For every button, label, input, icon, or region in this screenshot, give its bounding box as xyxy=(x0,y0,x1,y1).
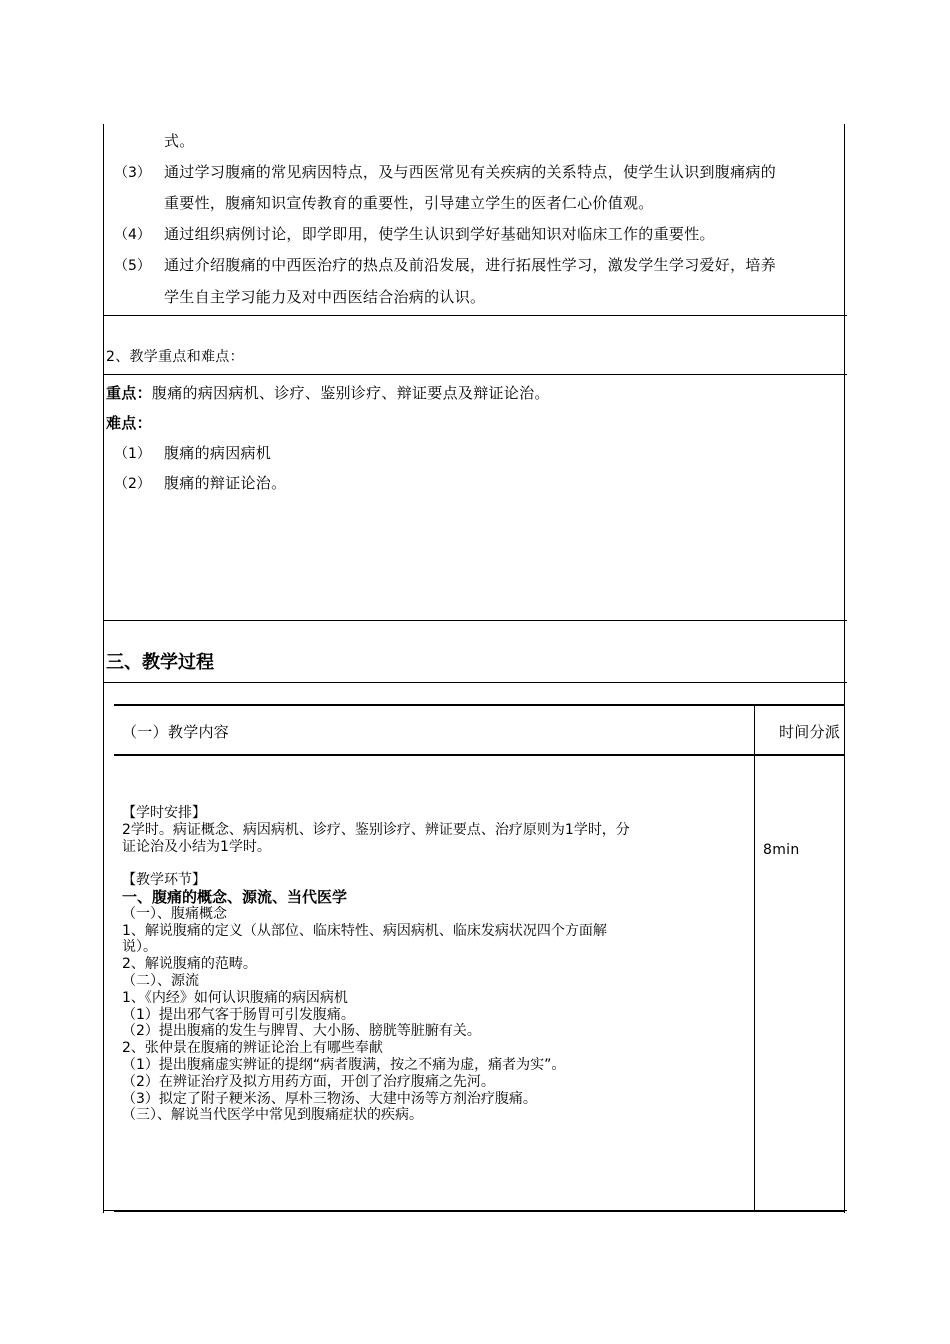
content-line: （1）提出腹痛虚实辨证的提纲“病者腹满，按之不痛为虚，痛者为实”。 xyxy=(122,1057,566,1073)
content-line: 2、张仲景在腹痛的辨证论治上有哪些奉献 xyxy=(122,1040,383,1057)
zhongdian-label: 重点： xyxy=(106,384,152,402)
content-line: （二）、源流 xyxy=(122,973,199,989)
time-value: 8min xyxy=(763,842,800,858)
difficulty-1-text: 腹痛的病因病机 xyxy=(164,444,272,462)
content-line: 1、解说腹痛的定义（从部位、临床特性、病因病机、临床发病状况四个方面解 xyxy=(122,922,607,939)
objective-3-number: （3） xyxy=(114,165,151,181)
divider xyxy=(103,315,847,316)
table-header-divider xyxy=(114,754,845,756)
objective-4-number: （4） xyxy=(114,227,151,243)
content-line: 【教学环节】 xyxy=(122,872,206,889)
content-line: 【学时安排】 xyxy=(122,805,206,821)
content-line: 说）。 xyxy=(122,939,157,956)
table-column-divider xyxy=(754,705,755,1212)
content-line: 2学时。病证概念、病因病机、诊疗、鉴别诊疗、辨证要点、治疗原则为1学时，分 xyxy=(122,821,630,838)
objective-5-line1: 通过介绍腹痛的中西医治疗的热点及前沿发展，进行拓展性学习，激发学生学习爱好，培养 xyxy=(164,256,777,274)
table-bottom-border xyxy=(103,1210,847,1211)
content-line: （一）、腹痛概念 xyxy=(122,905,227,922)
objective-continuation: 式。 xyxy=(164,132,195,150)
divider xyxy=(103,682,847,683)
divider xyxy=(103,620,847,621)
content-line: 证论治及小结为1学时。 xyxy=(122,838,271,855)
divider xyxy=(103,374,847,375)
objective-4-line1: 通过组织病例讨论，即学即用，使学生认识到学好基础知识对临床工作的重要性。 xyxy=(164,225,715,243)
content-line: 1、《内经》如何认识腹痛的病因病机 xyxy=(122,989,348,1006)
objective-5-number: （5） xyxy=(114,258,151,274)
content-line: 2、解说腹痛的范畴。 xyxy=(122,956,257,973)
content-line: （2）在辨证治疗及拟方用药方面，开创了治疗腹痛之先河。 xyxy=(122,1073,495,1090)
content-line: （三）、解说当代医学中常见到腹痛症状的疾病。 xyxy=(122,1107,423,1124)
zhongdian-text: 腹痛的病因病机、诊疗、鉴别诊疗、辩证要点及辩证论治。 xyxy=(151,384,550,402)
key-points-heading: 2、教学重点和难点： xyxy=(106,349,244,365)
nandian-label: 难点： xyxy=(106,414,152,432)
content-line: 一、腹痛的概念、源流、当代医学 xyxy=(122,888,348,906)
column-header-time: 时间分派 xyxy=(779,723,841,741)
difficulty-2-text: 腹痛的辩证论治。 xyxy=(164,474,287,492)
objective-3-line1: 通过学习腹痛的常见病因特点，及与西医常见有关疾病的关系特点，使学生认识到腹痛病的 xyxy=(164,163,777,181)
key-point-row xyxy=(106,382,550,403)
content-line: （3）拟定了附子粳米汤、厚朴三物汤、大建中汤等方剂治疗腹痛。 xyxy=(122,1090,537,1107)
column-header-content: （一）教学内容 xyxy=(122,723,230,741)
difficulty-1-number: （1） xyxy=(114,446,151,462)
content-line: （1）提出邪气客于肠胃可引发腹痛。 xyxy=(122,1006,355,1023)
objective-5-line2: 学生自主学习能力及对中西医结合治病的认识。 xyxy=(164,288,486,306)
difficulty-2-number: （2） xyxy=(114,476,151,492)
content-line: （2）提出腹痛的发生与脾胃、大小肠、膀胱等脏腑有关。 xyxy=(122,1023,481,1040)
section-title: 三、教学过程 xyxy=(106,652,214,673)
objective-3-line2: 重要性，腹痛知识宣传教育的重要性，引导建立学生的医者仁心价值观。 xyxy=(164,194,654,212)
